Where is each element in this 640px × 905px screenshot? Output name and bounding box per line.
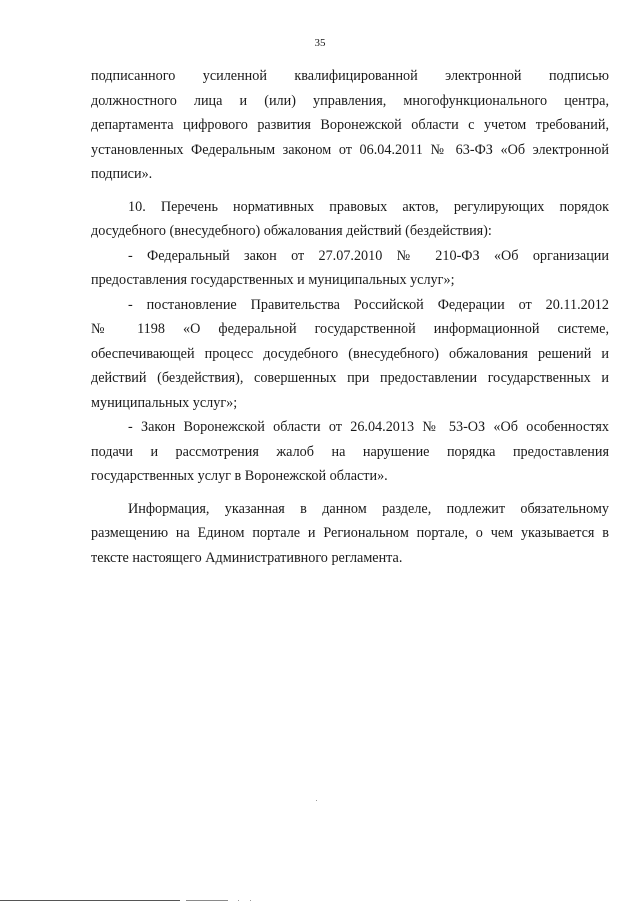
- list-item-government-resolution: [91, 293, 609, 416]
- text-line: - постановление Правительства Российской Федерации от 20.11.2012: [128, 296, 609, 313]
- text-line: обеспечивающей процесс досудебного (внесудебного) обжалования решений и: [91, 345, 609, 362]
- scan-speck: [316, 800, 317, 801]
- text-line: - Закон Воронежской области от 26.04.2013 № 53-ОЗ «Об особенностях: [128, 419, 609, 435]
- text-line: действий (бездействия), совершенных при предоставлении государственных и: [91, 370, 609, 386]
- text-line: досудебного (внесудебного) обжалования действий (бездействия):: [91, 223, 492, 239]
- text-line: размещению на Едином портале и Региональном портале, о чем указывается в: [91, 525, 609, 541]
- text-line: № 1198 «О федеральной государственной информационной системе,: [91, 321, 609, 337]
- document-body: [91, 64, 609, 570]
- list-item-regional-law: [91, 415, 609, 489]
- paragraph-signature-continuation: [91, 64, 609, 187]
- footer-rule-faint: [186, 900, 228, 901]
- scan-speck: [250, 900, 251, 901]
- scan-speck: [238, 900, 239, 901]
- list-item-federal-law: [91, 244, 609, 293]
- text-line: установленных Федеральным законом от 06.04.2011 № 63-ФЗ «Об электронной: [91, 141, 609, 158]
- text-line: должностного лица и (или) управления, многофункционального центра,: [91, 92, 609, 109]
- text-line: подписанного усиленной квалифицированной электронной подписью: [91, 68, 609, 84]
- text-line: Информация, указанная в данном разделе, подлежит обязательному: [128, 500, 609, 517]
- text-line: подписи».: [91, 166, 153, 182]
- text-line: государственных услуг в Воронежской области».: [91, 468, 388, 484]
- text-line: подачи и рассмотрения жалоб на нарушение порядка предоставления: [91, 443, 609, 460]
- footer-rule: [0, 900, 180, 901]
- text-line: муниципальных услуг»;: [91, 394, 238, 411]
- paragraph-legal-acts-heading: [91, 195, 609, 244]
- page-number: 35: [314, 37, 326, 49]
- text-line: - Федеральный закон от 27.07.2010 № 210-ФЗ «Об организации: [128, 247, 609, 264]
- paragraph-information-placement: [91, 497, 609, 571]
- text-line: департамента цифрового развития Воронежской области с учетом требований,: [91, 117, 609, 133]
- text-line: предоставления государственных и муниципальных услуг»;: [91, 272, 455, 288]
- text-line: тексте настоящего Административного регламента.: [91, 549, 403, 566]
- text-line: 10. Перечень нормативных правовых актов, регулирующих порядок: [128, 198, 609, 215]
